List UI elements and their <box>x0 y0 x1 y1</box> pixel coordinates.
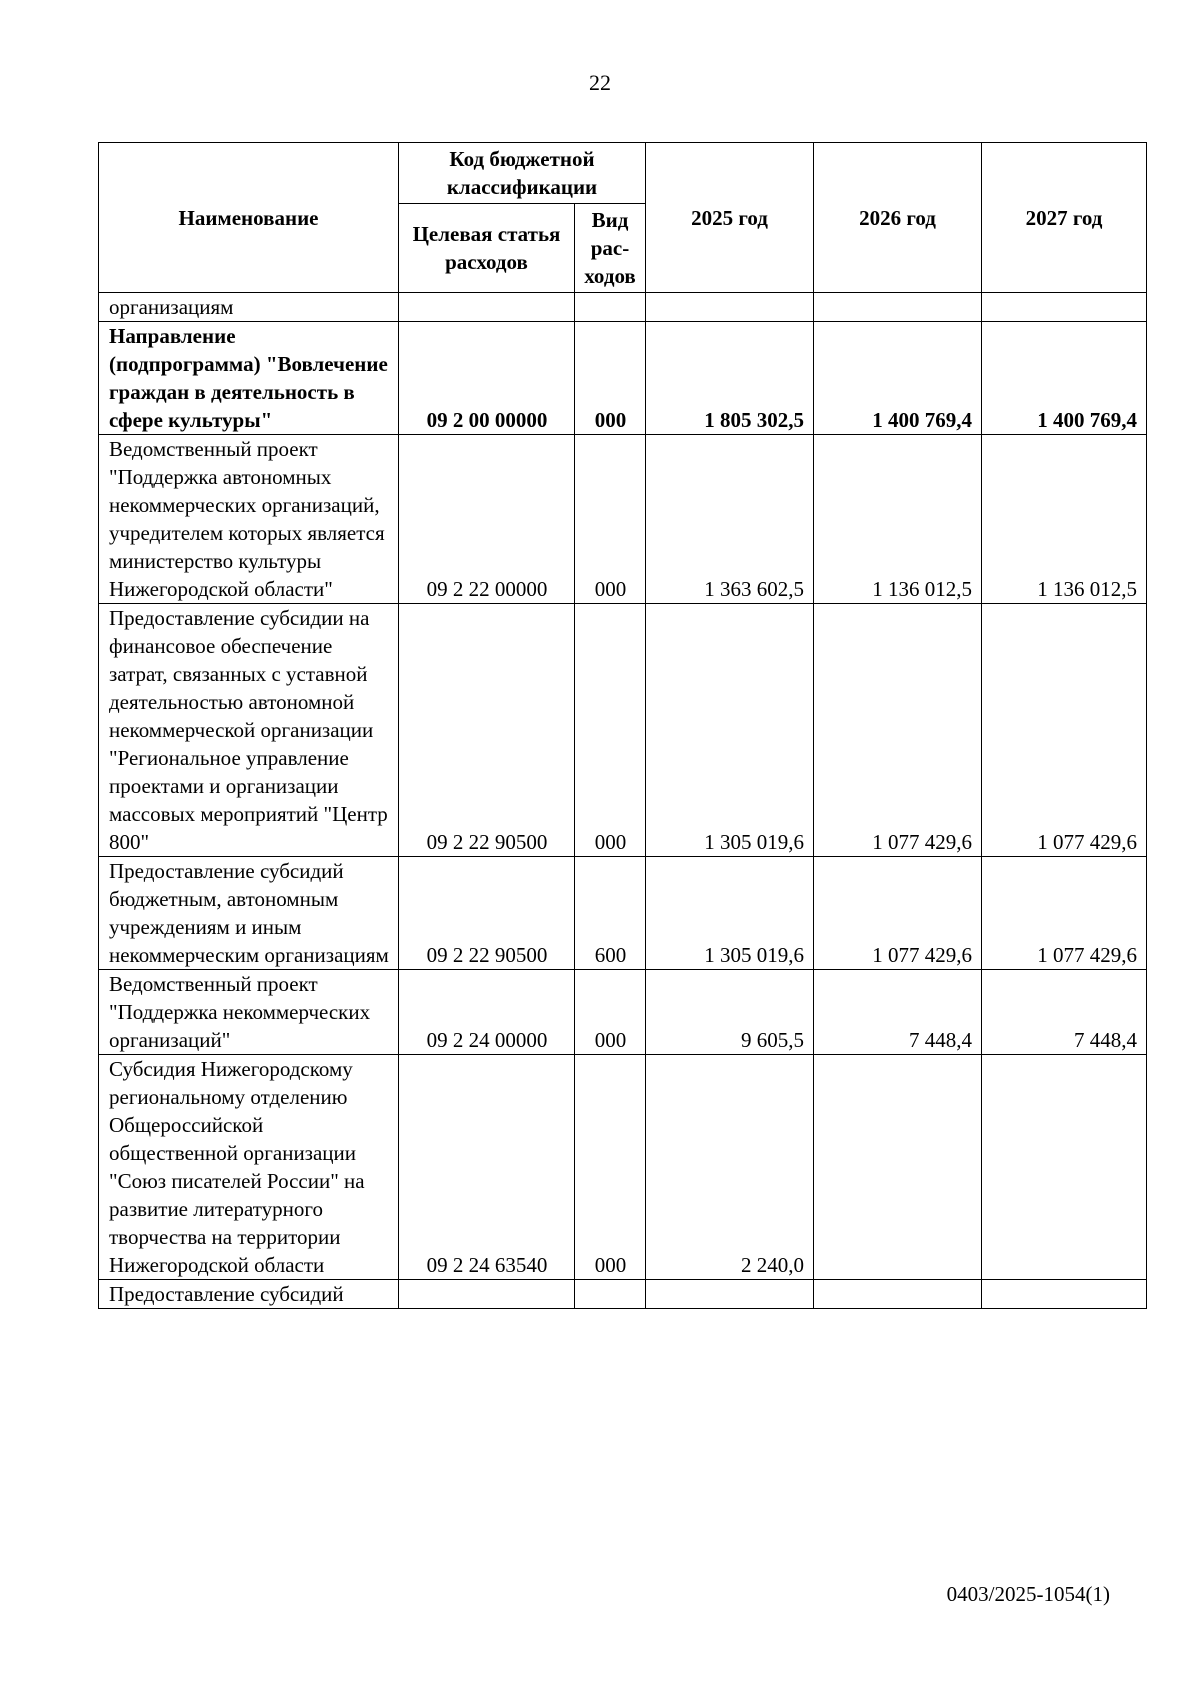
header-expense-type: Вид рас-ходов <box>575 204 646 293</box>
page-number: 22 <box>589 70 611 95</box>
row-2027 <box>982 293 1147 322</box>
header-name: Наименование <box>99 143 399 293</box>
row-2025: 1 305 019,6 <box>646 857 814 970</box>
header-year-2025: 2025 год <box>646 143 814 293</box>
header-target-article: Целевая статья расходов <box>399 204 575 293</box>
row-kind: 000 <box>575 970 646 1055</box>
row-name: Предоставление субсидий <box>99 1280 399 1309</box>
row-kind: 600 <box>575 857 646 970</box>
row-2027: 7 448,4 <box>982 970 1147 1055</box>
row-name: Ведомственный проект "Поддержка некоммерческих организаций" <box>99 970 399 1055</box>
row-2025 <box>646 293 814 322</box>
row-kind: 000 <box>575 322 646 435</box>
row-name: Ведомственный проект "Поддержка автономных некоммерческих организаций, учредителем которых является министерство культуры Нижегородской области" <box>99 435 399 604</box>
row-2027: 1 400 769,4 <box>982 322 1147 435</box>
row-2027 <box>982 1055 1147 1280</box>
row-2026: 1 077 429,6 <box>814 857 982 970</box>
row-2026: 1 077 429,6 <box>814 604 982 857</box>
row-code <box>399 293 575 322</box>
row-name: Направление (подпрограмма) "Вовлечение граждан в деятельность в сфере культуры" <box>99 322 399 435</box>
row-name: Предоставление субсидии на финансовое обеспечение затрат, связанных с уставной деятельностью автономной некоммерческой организации "Региональное управление проектами и организации массовых мероприятий "Центр 800" <box>99 604 399 857</box>
row-code: 09 2 22 90500 <box>399 857 575 970</box>
header-budget-code: Код бюджетной классификации <box>399 143 646 204</box>
row-code: 09 2 22 00000 <box>399 435 575 604</box>
table-row <box>99 857 1147 970</box>
row-kind <box>575 293 646 322</box>
row-2026: 1 136 012,5 <box>814 435 982 604</box>
row-2027: 1 077 429,6 <box>982 857 1147 970</box>
row-kind: 000 <box>575 604 646 857</box>
row-2026 <box>814 1280 982 1309</box>
row-code: 09 2 24 63540 <box>399 1055 575 1280</box>
row-kind <box>575 1280 646 1309</box>
table-row <box>99 435 1147 604</box>
table-row <box>99 293 1147 322</box>
row-2025: 1 363 602,5 <box>646 435 814 604</box>
table-row <box>99 970 1147 1055</box>
row-code: 09 2 24 00000 <box>399 970 575 1055</box>
row-2026 <box>814 293 982 322</box>
row-name: Предоставление субсидий бюджетным, автономным учреждениям и иным некоммерческим организациям <box>99 857 399 970</box>
row-name: Субсидия Нижегородскому региональному отделению Общероссийской общественной организации "Союз писателей России" на развитие литературного творчества на территории Нижегородской области <box>99 1055 399 1280</box>
row-2027 <box>982 1280 1147 1309</box>
row-kind: 000 <box>575 1055 646 1280</box>
row-2025: 9 605,5 <box>646 970 814 1055</box>
row-code <box>399 1280 575 1309</box>
row-2027: 1 136 012,5 <box>982 435 1147 604</box>
row-2027: 1 077 429,6 <box>982 604 1147 857</box>
budget-table <box>98 142 1147 1309</box>
row-code: 09 2 22 90500 <box>399 604 575 857</box>
header-year-2026: 2026 год <box>814 143 982 293</box>
table-row <box>99 604 1147 857</box>
row-2026: 1 400 769,4 <box>814 322 982 435</box>
row-2025: 1 805 302,5 <box>646 322 814 435</box>
table-row <box>99 322 1147 435</box>
row-kind: 000 <box>575 435 646 604</box>
table-row <box>99 1055 1147 1280</box>
table-header <box>99 143 1147 293</box>
table-row <box>99 1280 1147 1309</box>
row-name: организациям <box>99 293 399 322</box>
row-2026: 7 448,4 <box>814 970 982 1055</box>
document-code: 0403/2025-1054(1) <box>946 1582 1110 1606</box>
row-2025 <box>646 1280 814 1309</box>
row-2026 <box>814 1055 982 1280</box>
row-2025: 1 305 019,6 <box>646 604 814 857</box>
header-year-2027: 2027 год <box>982 143 1147 293</box>
row-code: 09 2 00 00000 <box>399 322 575 435</box>
row-2025: 2 240,0 <box>646 1055 814 1280</box>
